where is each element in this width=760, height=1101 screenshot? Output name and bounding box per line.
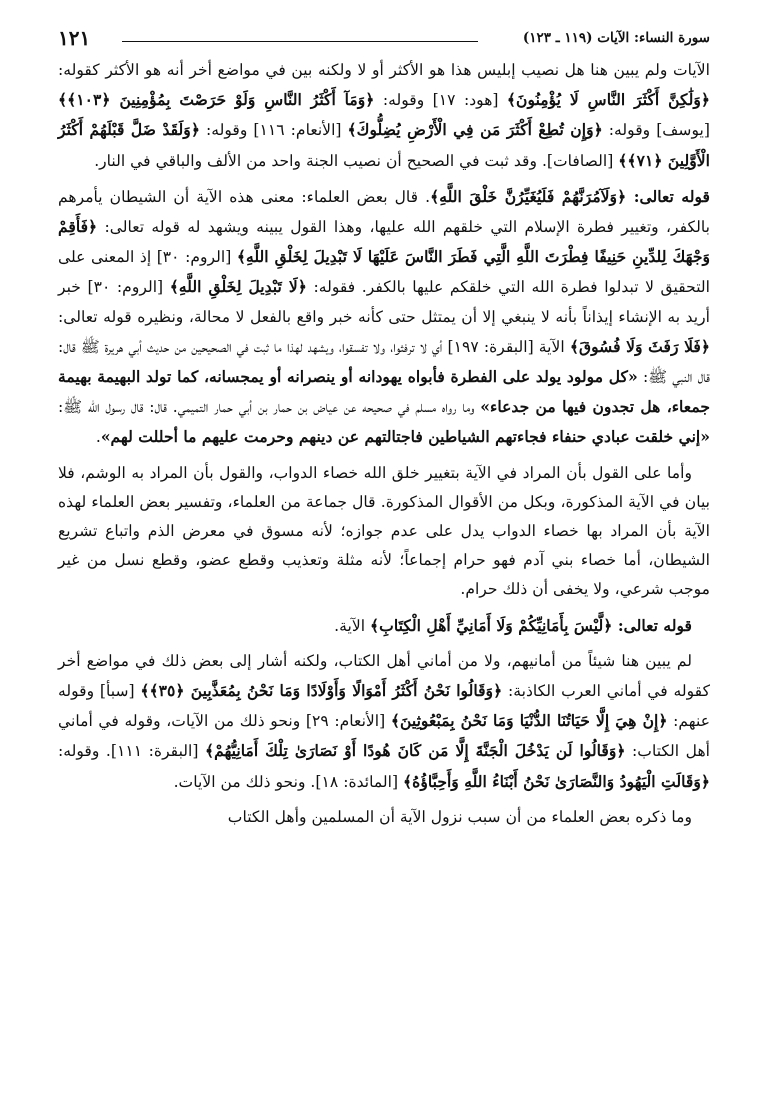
bold-text: قوله تعالى: <box>612 615 692 635</box>
paragraph <box>58 647 710 797</box>
paragraph <box>58 182 710 453</box>
body-text: الآية [البقرة: ١٩٧] أي لا ترفثوا، ولا تفسقوا، ويشهد لهذا ما ثبت في الصحيحين من حديث أبي هريرة ﷺ قال: قال النبي ﷺ: <box>58 337 710 387</box>
quran-verse: ﴿وَقَالَتِ الْيَهُودُ وَالنَّصَارَىٰ نَحْنُ أَبْنَاءُ اللَّهِ وَأَحِبَّاؤُهُ﴾ <box>403 771 710 791</box>
bold-text: «إني خلقت عبادي حنفاء فجاءتهم الشياطين فاجتالتهم عن دينهم وحرمت عليهم ما أحللت لهم» <box>100 427 710 447</box>
body-text: [يوسف] وقوله: <box>602 121 710 140</box>
quran-verse: ﴿وَقَالُوا نَحْنُ أَكْثَرُ أَمْوَالًا وَأَوْلَادًا وَمَا نَحْنُ بِمُعَذَّبِينَ ﴿٣٥﴾﴾ <box>140 681 503 701</box>
body-text: الآية. <box>334 616 370 635</box>
bold-text: قوله تعالى: <box>626 186 710 206</box>
running-title: سورة النساء: الآيات (١١٩ ـ ١٢٣) <box>522 30 710 46</box>
quran-verse: ﴿فَأَقِمْ وَجْهَكَ لِلدِّينِ حَنِيفًا فِطْرَتَ اللَّهِ الَّتِي فَطَرَ النَّاسَ عَلَيْهَا لَا تَبْدِيلَ لِخَلْقِ اللَّهِ﴾ <box>58 217 710 267</box>
quran-verse: ﴿فَلَا رَفَثَ وَلَا فُسُوقَ﴾ <box>569 336 710 356</box>
body-text: [الروم: ٣٠] خبر أريد به الإنشاء إيذاناً بأنه لا ينبغي إلا أن يمتثل حتى كأنه خبر واقع بالفعل لا محالة، ونظيره قوله تعالى: <box>58 278 710 326</box>
quran-verse: ﴿وَمَآ أَكْثَرُ النَّاسِ وَلَوْ حَرَصْتَ بِمُؤْمِنِينَ ﴿١٠٣﴾﴾ <box>58 90 375 110</box>
body-text: [الروم: ٣٠] إذ المعنى على التحقيق لا تبدلوا فطرة الله التي خلقكم عليها بالكفر. فقوله: <box>58 248 711 297</box>
bold-text: «كل مولود يولد على الفطرة فأبواه يهودانه أو ينصرانه أو يمجسانه، كما تولد البهيمة بهيمة جمعاء، هل تجدون فيها من جدعاء» <box>58 367 710 417</box>
paragraph <box>58 611 710 641</box>
body-text: [الأنعام: ٢٩] ونحو ذلك من الآيات، وقوله في أماني أهل الكتاب: <box>58 712 711 761</box>
paragraph <box>58 803 710 832</box>
quran-verse: ﴿وَقَالُوا لَن يَدْخُلَ الْجَنَّةَ إِلَّا مَن كَانَ هُودًا أَوْ نَصَارَىٰ تِلْكَ أَمَانِيُّهُمْ﴾ <box>204 741 626 761</box>
quran-verse: ﴿لَا تَبْدِيلَ لِخَلْقِ اللَّهِ﴾ <box>169 277 307 297</box>
page-header <box>58 22 710 56</box>
body-text: . قال بعض العلماء: معنى هذه الآية أن الشيطان يأمرهم بالكفر، وتغيير فطرة الإسلام التي خلقهم الله عليها، وهذا القول يبينه ويشهد له قوله تعالى: <box>58 187 710 237</box>
body-text: . <box>95 428 101 447</box>
quran-verse: ﴿وَلَآمُرَنَّهُمْ فَلَيُغَيِّرُنَّ خَلْقَ اللَّهِ﴾ <box>430 186 627 206</box>
paragraph <box>58 459 710 605</box>
quran-verse: ﴿وَإِن تُطِعْ أَكْثَرَ مَن فِي الْأَرْضِ يُضِلُّوكَ﴾ <box>347 120 603 140</box>
body-text: [الصافات]. وقد ثبت في الصحيح أن نصيب الجنة واحد من الألف والباقي في النار. <box>94 151 619 170</box>
body-text: [سبأ] وقوله عنهم: <box>58 682 710 731</box>
body-text: لم يبين هنا شيئاً من أمانيهم، ولا من أماني أهل الكتاب، ولكنه أشار إلى بعض ذلك في مواضع أخر كقوله في أماني العرب الكاذبة: <box>58 651 710 701</box>
body-text: [الأنعام: ١١٦] وقوله: <box>199 121 348 140</box>
quran-verse: ﴿لَّيْسَ بِأَمَانِيِّكُمْ وَلَا أَمَانِيِّ أَهْلِ الْكِتَابِ﴾ <box>370 615 613 635</box>
body-text: الآيات ولم يبين هنا هل نصيب إبليس هذا هو الأكثر أو لا ولكنه بين في مواضع أخر أنه هو الأكثر كقوله: <box>58 61 710 79</box>
page-number: ١٢١ <box>58 26 91 50</box>
page-body <box>58 56 710 832</box>
header-rule <box>122 41 478 42</box>
body-text: وما ذكره بعض العلماء من أن سبب نزول الآية أن المسلمين وأهل الكتاب <box>227 807 692 826</box>
body-text: وما رواه مسلم في صحيحه عن عياض بن حمار بن أبي حمار التميمي. قال: قال رسول الله ﷺ: <box>58 398 481 417</box>
body-text: [البقرة: ١١١]. وقوله: <box>58 742 205 761</box>
quran-verse: ﴿إِنْ هِيَ إِلَّا حَيَاتُنَا الدُّنْيَا وَمَا نَحْنُ بِمَبْعُوثِينَ﴾ <box>390 711 668 731</box>
body-text: [المائدة: ١٨]. ونحو ذلك من الآيات. <box>173 772 404 791</box>
body-text: [هود: ١٧] وقوله: <box>374 91 507 110</box>
quran-verse: ﴿وَلَٰكِنَّ أَكْثَرَ النَّاسِ لَا يُؤْمِنُونَ﴾ <box>506 90 710 110</box>
paragraph <box>58 56 710 176</box>
body-text: وأما على القول بأن المراد في الآية بتغيير خلق الله خصاء الدواب، والقول بأن المراد به الوشم، فلا بيان في الآية المذكورة، وبكل من الأقوال المذكورة. قال جماعة من العلماء، وتفسير بعض العلماء لهذه الآية بأن المراد بها خصاء الدواب يدل على عدم جوازه؛ لأنه مسوق في معرض الذم واتباع تشريع الشيطان، أما خصاء بني آدم فهو حرام إجماعاً؛ لأنه مثلة وتعذيب وقطع عضو، وقطع نسل من غير موجب شرعي، ولا يخفى أن ذلك حرام. <box>58 463 710 599</box>
quran-verse: ﴿وَلَقَدْ ضَلَّ قَبْلَهُمْ أَكْثَرُ الْأَوَّلِينَ ﴿٧١﴾﴾ <box>58 120 710 170</box>
